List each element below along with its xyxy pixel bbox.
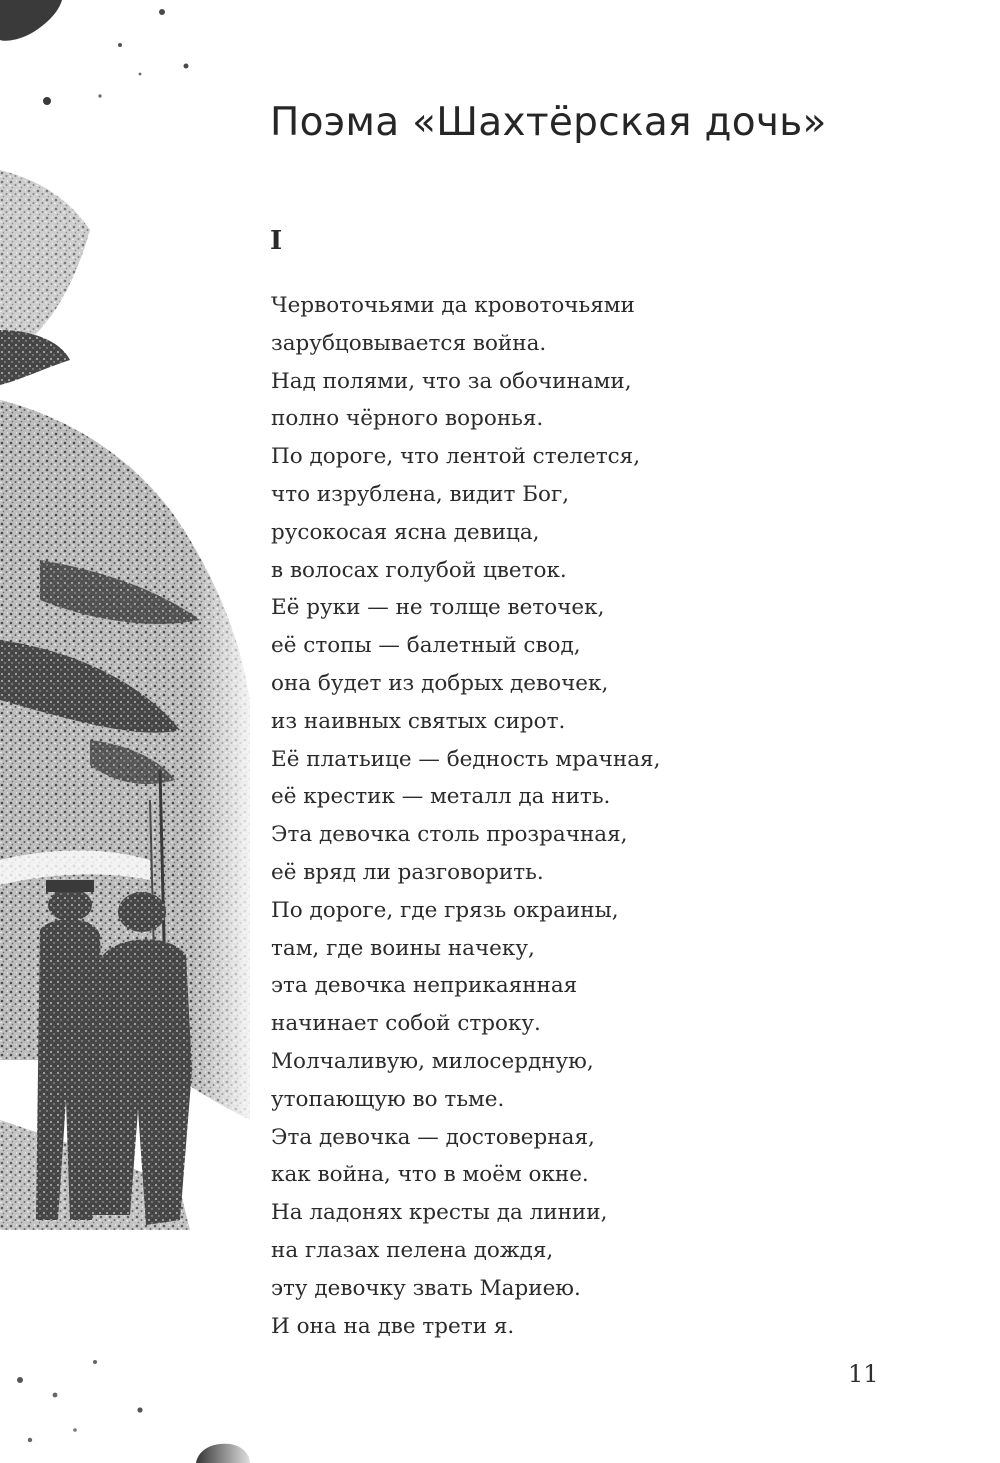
poem-line: По дороге, где грязь окраины, [271,897,619,923]
poem-line: её крестик — металл да нить. [271,784,611,810]
poem-line: утопающую во тьме. [271,1086,505,1112]
poem-line: как война, что в моём окне. [271,1162,589,1188]
poem-line: эту девочку звать Мариею. [271,1275,581,1301]
poem-line: русокосая ясна девица, [271,519,540,545]
poem-line: полно чёрного воронья. [271,406,544,432]
poem-line: там, где воины начеку, [271,935,535,961]
poem-line: И она на две трети я. [271,1313,515,1339]
poem-line: Эта девочка — достоверная, [271,1124,595,1150]
page-number: 11 [848,1360,879,1388]
poem-line: начинает собой строку. [271,1011,541,1037]
poem-line: Её руки — не толще веточек, [271,595,605,621]
poem-line: По дороге, что лентой стелется, [271,444,641,470]
poem-line: Над полями, что за обочинами, [271,368,632,394]
poem-line: Её платьице — бедность мрачная, [271,746,661,772]
poem-line: зарубцовывается война. [271,330,547,356]
page-title: Поэма «Шахтёрская дочь» [270,100,827,145]
poem-line: из наивных святых сирот. [271,708,566,734]
poem-line: эта девочка неприкаянная [271,973,578,999]
poem-line: её вряд ли разговорить. [271,859,544,885]
poem-line: на глазах пелена дождя, [271,1237,554,1263]
poem-line: На ладонях кресты да линии, [271,1200,608,1226]
poem-line: Червоточьями да кровоточьями [271,293,635,318]
poem-line: Эта девочка столь прозрачная, [271,822,628,848]
section-number: I [270,226,283,256]
poem-line: Молчаливую, милосердную, [271,1048,594,1074]
poem-text [271,287,891,1345]
poem-line: что изрублена, видит Бог, [271,481,570,507]
poem-line: в волосах голубой цветок. [271,557,567,583]
poem-line: она будет из добрых девочек, [271,670,609,696]
ink-illustration [0,0,260,1463]
poem-line: её стопы — балетный свод, [271,633,581,659]
